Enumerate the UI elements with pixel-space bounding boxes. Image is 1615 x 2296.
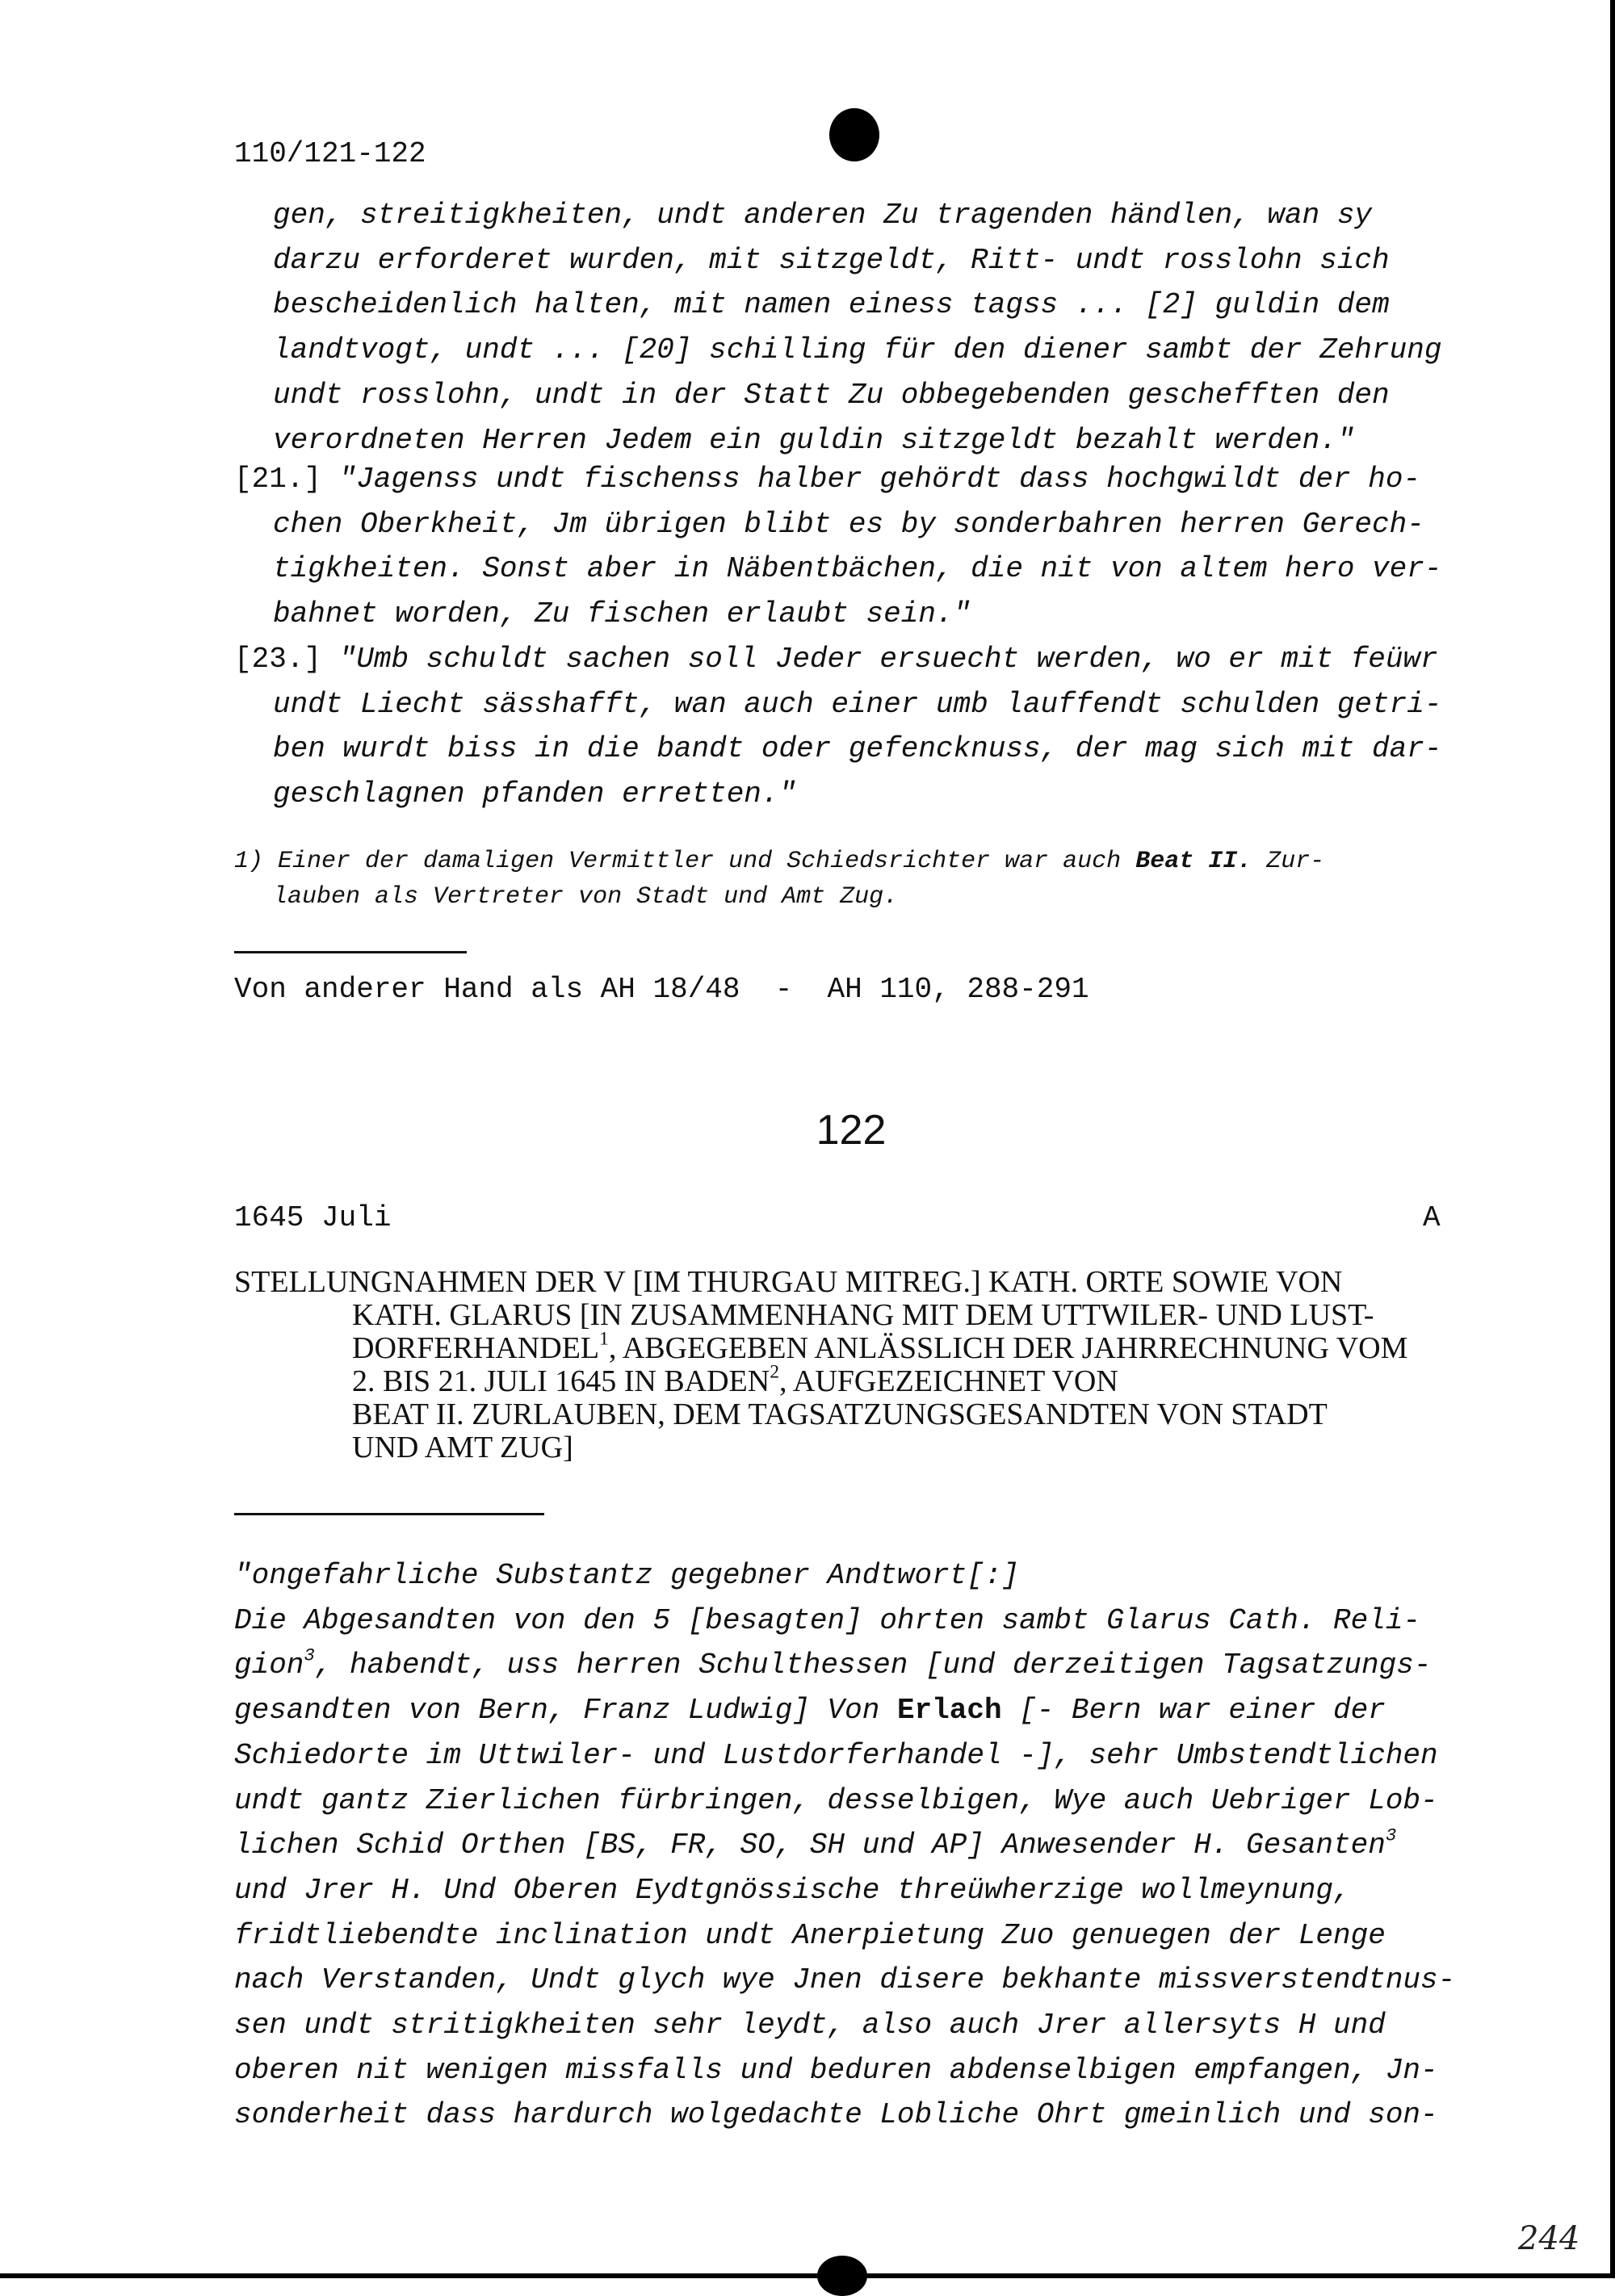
text-line: oberen nit wenigen missfalls und beduren abdenselbigen empfangen, Jn- — [234, 2053, 1438, 2087]
divider — [234, 951, 467, 953]
text-line: sonderheit dass hardurch wolgedachte Lobliche Ohrt gmeinlich und son- — [234, 2098, 1438, 2132]
bold-name: Erlach — [896, 1694, 1002, 1728]
title-line: , ABGEGEBEN ANLÄSSLICH DER JAHRRECHNUNG VOM — [608, 1331, 1408, 1365]
punch-hole-bottom — [817, 2256, 867, 2296]
title-line: DORFERHANDEL — [352, 1331, 600, 1365]
divider — [234, 1513, 544, 1515]
title-line: BEAT II. ZURLAUBEN, DEM TAGSATZUNGSGESANDTEN VON STADT — [352, 1397, 1328, 1431]
document-date: 1645 Juli — [234, 1201, 392, 1234]
text-line: sen undt stritigkheiten sehr leydt, also auch Jrer allersyts H und — [234, 2009, 1386, 2043]
footnote — [234, 844, 1324, 915]
footnote-text: Zur- — [1252, 848, 1325, 875]
text-line: ben wurdt biss in die bandt oder gefencknuss, der mag sich mit dar- — [273, 732, 1442, 766]
text-line: Schiedorte im Uttwiler- und Lustdorferhandel -], sehr Umbstendtlichen — [234, 1738, 1438, 1772]
text-line: nach Verstanden, Undt glych wye Jnen disere bekhante missverstendtnus- — [234, 1963, 1456, 1997]
article-23 — [234, 643, 1470, 823]
text-line: darzu erforderet wurden, mit sitzgeldt, Ritt- undt rosslohn sich — [273, 243, 1390, 277]
text-line: geschlagnen pfanden erretten." — [273, 777, 797, 811]
text-line: chen Oberkheit, Jm übrigen blibt es by sonderbahren herren Gerech- — [273, 507, 1424, 541]
text-line: landtvogt, undt ... [20] schilling für den diener sambt der Zehrung — [273, 333, 1442, 367]
footnote-marker: 1) — [234, 848, 264, 875]
quote-text — [234, 1553, 1478, 2138]
text-line: fridtliebendte inclination undt Anerpietung Zuo genuegen der Lenge — [234, 1918, 1386, 1952]
folio-number: 244 — [1518, 2220, 1580, 2257]
document-title — [234, 1266, 1478, 1464]
text-line: tigkheiten. Sonst aber in Näbentbächen, die nit von altem hero ver- — [273, 552, 1442, 586]
text-line: [- Bern war einer der — [1001, 1694, 1386, 1728]
document-number: 122 — [816, 1107, 887, 1154]
text-line: bahnet worden, Zu fischen erlaubt sein." — [273, 597, 971, 631]
title-line: , AUFGEZEICHNET VON — [779, 1364, 1118, 1398]
punch-hole-top — [829, 108, 879, 161]
title-line: 2. BIS 21. JULI 1645 IN BADEN — [352, 1364, 770, 1398]
text-line: gion — [234, 1649, 304, 1682]
title-line: UND AMT ZUG] — [352, 1431, 573, 1464]
page-reference: 110/121-122 — [234, 137, 426, 170]
footnote-bold-name: Beat II. — [1135, 848, 1252, 875]
source-note: Von anderer Hand als AH 18/48 - AH 110, 288-291 — [234, 973, 1089, 1006]
text-line: "Umb schuldt sachen soll Jeder ersuecht werden, wo er mit feüwr — [321, 643, 1438, 676]
continuation-text — [273, 193, 1468, 463]
text-line: undt Liecht sässhafft, wan auch einer umb lauffendt schulden getri- — [273, 687, 1442, 721]
text-line: verordneten Herren Jedem ein guldin sitzgeldt bezahlt werden." — [273, 423, 1355, 457]
footnote-ref: 2 — [770, 1361, 779, 1383]
document-letter: A — [1423, 1201, 1441, 1234]
footnote-ref: 3 — [304, 1644, 315, 1666]
footnote-ref: 3 — [1385, 1825, 1397, 1846]
text-line: lichen Schid Orthen [BS, FR, SO, SH und AP] Anwesender H. Gesanten — [234, 1829, 1386, 1862]
title-line: STELLUNGNAHMEN DER V [IM THURGAU MITREG.] KATH. ORTE SOWIE VON — [234, 1265, 1343, 1299]
footnote-text: Einer der damaligen Vermittler und Schiedsrichter war auch — [263, 848, 1136, 875]
text-line: und Jrer H. Und Oberen Eydtgnössische threüwherzige wollmeynung, — [234, 1873, 1351, 1907]
text-line: "ongefahrliche Substantz gegebner Andtwort[:] — [234, 1559, 1020, 1592]
text-line: Die Abgesandten von den 5 [besagten] ohrten sambt Glarus Cath. Reli- — [234, 1603, 1421, 1637]
title-line: KATH. GLARUS [IN ZUSAMMENHANG MIT DEM UTTWILER- UND LUST- — [352, 1298, 1374, 1332]
text-line: gesandten von Bern, Franz Ludwig] Von — [234, 1694, 897, 1728]
text-line: "Jagenss undt fischenss halber gehördt dass hochgwildt der ho- — [321, 463, 1421, 496]
article-21 — [234, 463, 1470, 643]
text-line: , habendt, uss herren Schulthessen [und derzeitigen Tagsatzungs- — [314, 1649, 1432, 1682]
text-line: undt rosslohn, undt in der Statt Zu obbegebenden geschefften den — [273, 378, 1390, 412]
footnote-ref: 1 — [599, 1328, 609, 1350]
text-line: bescheidenlich halten, mit namen einess tagss ... [2] guldin dem — [273, 288, 1390, 322]
article-number: [21.] — [234, 463, 322, 496]
article-number: [23.] — [234, 643, 322, 676]
text-line: undt gantz Zierlichen fürbringen, desselbigen, Wye auch Uebriger Lob- — [234, 1783, 1438, 1817]
footnote-text: lauben als Vertreter von Stadt und Amt Zug. — [273, 883, 899, 911]
text-line: gen, streitigkheiten, undt anderen Zu tragenden händlen, wan sy — [273, 199, 1373, 232]
